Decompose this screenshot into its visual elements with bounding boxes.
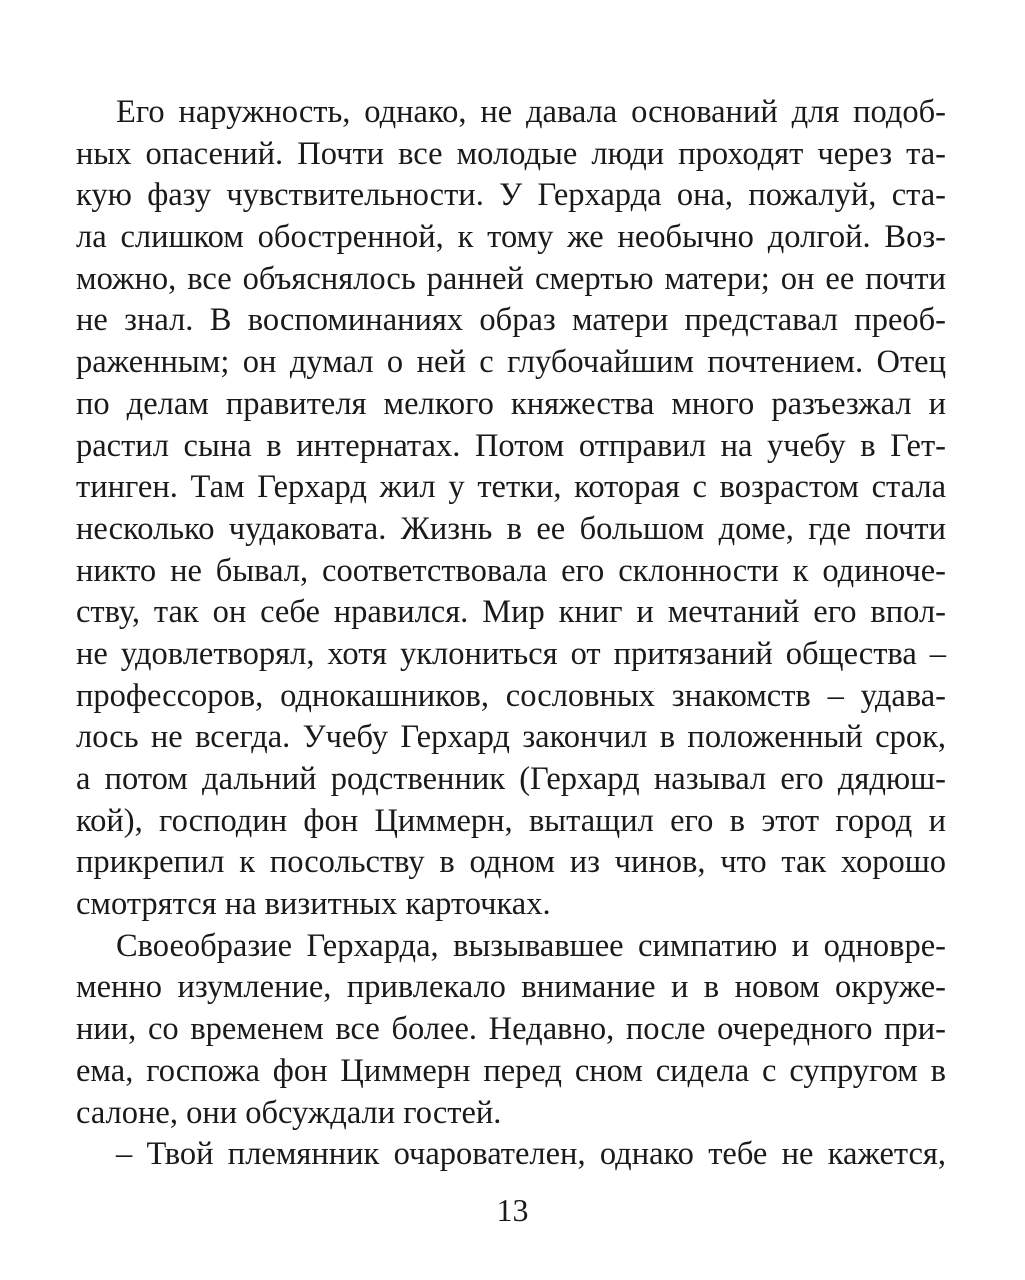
- text-line: а потом дальний родственник (Герхард называл его дядюш-: [76, 761, 946, 797]
- text-line: растил сына в интернатах. Потом отправил на учебу в Гет-: [76, 427, 946, 464]
- text-line: никто не бывал, соответствовала его склонности к одиноче-: [76, 552, 946, 589]
- paragraph: [76, 926, 946, 1134]
- text-line: ема, госпожа фон Циммерн перед сном сидела с супругом в: [76, 1052, 946, 1089]
- text-line: ла слишком обостренной, к тому же необычно долгой. Воз-: [76, 219, 946, 256]
- text-line: смотрятся на визитных карточках.: [76, 886, 551, 923]
- text-line: нии, со временем все более. Недавно, после очередного при-: [76, 1011, 946, 1048]
- text-line: салоне, они обсуждали гостей.: [76, 1094, 502, 1131]
- page-number: 13: [496, 1192, 529, 1228]
- text-line: Его наружность, однако, не давала оснований для подоб-: [116, 94, 946, 130]
- text-line: не удовлетворял, хотя уклониться от притязаний общества –: [76, 635, 946, 672]
- text-line: прикрепил к посольству в одном из чинов, что так хорошо: [76, 844, 946, 881]
- text-line: по делам правителя мелкого княжества много разъезжал и: [76, 385, 946, 422]
- text-line: кой), господин фон Циммерн, вытащил его в этот город и: [76, 802, 946, 839]
- paragraph: [76, 1134, 946, 1176]
- text-line: лось не всегда. Учебу Герхард закончил в положенный срок,: [76, 719, 946, 756]
- text-line: кую фазу чувствительности. У Герхарда она, пожалуй, ста-: [76, 177, 946, 214]
- text-line: можно, все объяснялось ранней смертью матери; он ее почти: [76, 260, 946, 297]
- text-line: несколько чудаковата. Жизнь в ее большом доме, где почти: [76, 510, 946, 547]
- text-line: Своеобразие Герхарда, вызывавшее симпатию и одновре-: [116, 927, 946, 964]
- text-line: менно изумление, привлекало внимание и в новом окруже-: [76, 969, 946, 1006]
- paragraph: [76, 92, 946, 926]
- text-line: – Твой племянник очарователен, однако тебе не кажется,: [116, 1136, 946, 1173]
- text-line: профессоров, однокашников, сословных знакомств – удава-: [76, 677, 946, 714]
- body-text: [76, 92, 946, 1176]
- text-line: раженным; он думал о ней с глубочайшим почтением. Отец: [76, 344, 946, 381]
- text-line: тинген. Там Герхард жил у тетки, которая с возрастом стала: [76, 469, 946, 506]
- text-line: не знал. В воспоминаниях образ матери представал преоб-: [76, 302, 946, 339]
- text-line: ству, так он себе нравился. Мир книг и мечтаний его впол-: [76, 594, 946, 631]
- text-line: ных опасений. Почти все молодые люди проходят через та-: [76, 135, 946, 172]
